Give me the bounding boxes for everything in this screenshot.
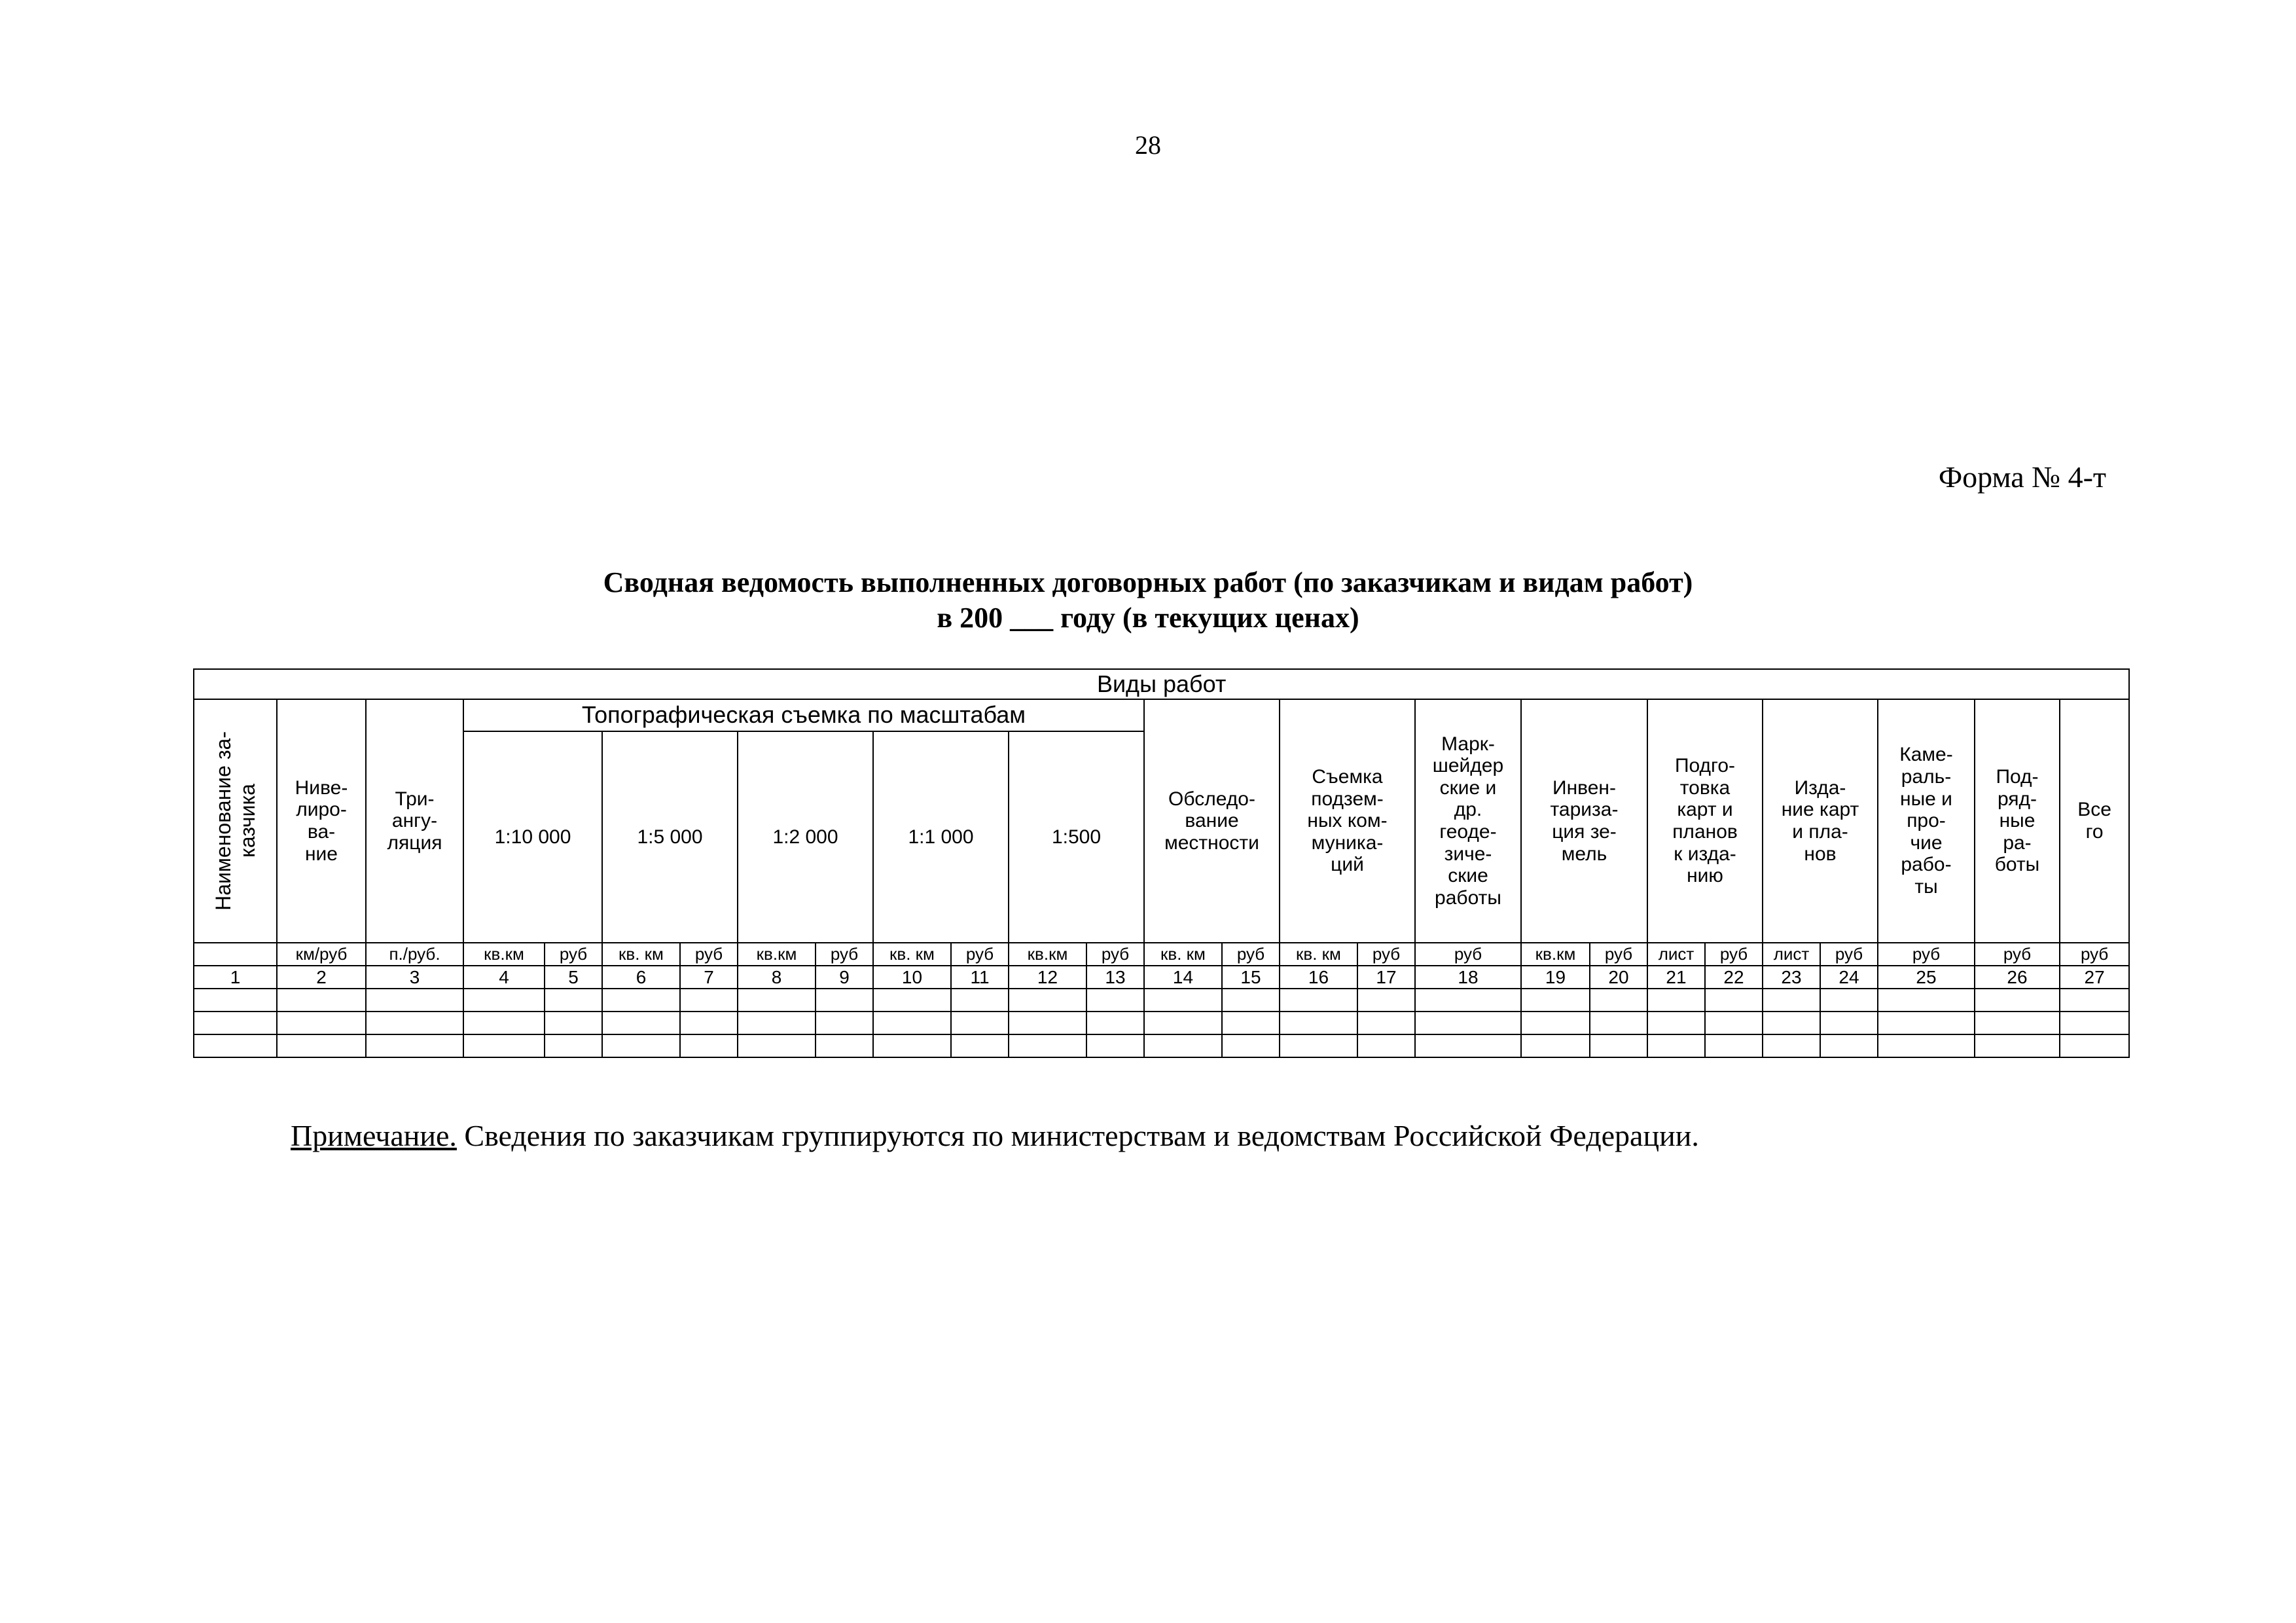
unit-cell: руб: [1590, 943, 1647, 966]
map-publishing-header: Изда- ние карт и пла- нов: [1763, 699, 1878, 943]
unit-cell: руб: [1222, 943, 1280, 966]
column-number-cell: 7: [680, 966, 738, 989]
column-number-cell: 12: [1009, 966, 1086, 989]
column-number-cell: 8: [738, 966, 816, 989]
unit-cell: руб: [951, 943, 1009, 966]
column-numbers-row: [194, 966, 2129, 989]
underground-comms-header: Съемка подзем- ных ком- муника- ций: [1280, 699, 1415, 943]
unit-cell: кв.км: [463, 943, 545, 966]
unit-cell: руб: [1975, 943, 2060, 966]
column-number-cell: 27: [2060, 966, 2129, 989]
scale-1-500-header: 1:500: [1009, 731, 1144, 943]
unit-cell: кв. км: [873, 943, 951, 966]
scale-1-10000-header: 1:10 000: [463, 731, 602, 943]
column-number-cell: 14: [1144, 966, 1222, 989]
column-number-cell: 2: [277, 966, 366, 989]
column-number-cell: 1: [194, 966, 277, 989]
customer-name-header: [194, 699, 277, 943]
column-number-cell: 13: [1086, 966, 1144, 989]
contract-works-header: Под- ряд- ные ра- боты: [1975, 699, 2060, 943]
scale-1-5000-header: 1:5 000: [602, 731, 738, 943]
column-number-cell: 11: [951, 966, 1009, 989]
page-number: 28: [1135, 130, 1161, 160]
unit-cell: руб: [1357, 943, 1415, 966]
column-number-cell: 20: [1590, 966, 1647, 989]
unit-cell: кв. км: [1144, 943, 1222, 966]
topographic-survey-header: Топографическая съемка по масштабам: [463, 699, 1144, 731]
note-text: Сведения по заказчикам группируются по министерствам и ведомствам Российской Федерации.: [456, 1119, 1699, 1152]
unit-cell: [194, 943, 277, 966]
scale-1-2000-header: 1:2 000: [738, 731, 873, 943]
note-label: Примечание.: [291, 1119, 457, 1152]
customer-name-header-text: Наименование за- казчика: [211, 731, 259, 911]
empty-data-row: [194, 1012, 2129, 1034]
scale-1-1000-header: 1:1 000: [873, 731, 1009, 943]
units-row: [194, 943, 2129, 966]
column-number-cell: 26: [1975, 966, 2060, 989]
column-number-cell: 18: [1415, 966, 1521, 989]
unit-cell: руб: [1820, 943, 1878, 966]
column-number-cell: 24: [1820, 966, 1878, 989]
column-number-cell: 9: [816, 966, 873, 989]
column-number-cell: 16: [1280, 966, 1357, 989]
note: [291, 1118, 1699, 1153]
column-number-cell: 5: [545, 966, 602, 989]
unit-cell: руб: [1086, 943, 1144, 966]
unit-cell: кв.км: [1521, 943, 1590, 966]
column-number-cell: 17: [1357, 966, 1415, 989]
unit-cell: лист: [1763, 943, 1820, 966]
unit-cell: кв. км: [1280, 943, 1357, 966]
empty-data-row: [194, 1034, 2129, 1057]
column-number-cell: 23: [1763, 966, 1820, 989]
unit-cell: руб: [1415, 943, 1521, 966]
cameral-works-header: Каме- раль- ные и про- чие рабо- ты: [1878, 699, 1975, 943]
form-number: Форма № 4-т: [1938, 460, 2106, 494]
column-number-cell: 4: [463, 966, 545, 989]
column-number-cell: 21: [1647, 966, 1705, 989]
unit-cell: руб: [1705, 943, 1763, 966]
column-number-cell: 6: [602, 966, 680, 989]
total-header: Все го: [2060, 699, 2129, 943]
column-number-cell: 10: [873, 966, 951, 989]
document-title-line1: Сводная ведомость выполненных договорных работ (по заказчикам и видам работ): [603, 566, 1693, 598]
mine-survey-header: Марк- шейдер ские и др. геоде- зиче- ские работы: [1415, 699, 1521, 943]
map-preparation-header: Подго- товка карт и планов к изда- нию: [1647, 699, 1763, 943]
works-types-header: Виды работ: [194, 669, 2129, 699]
triangulation-header: Три- ангу- ляция: [366, 699, 463, 943]
terrain-survey-header: Обследо- вание местности: [1144, 699, 1280, 943]
unit-cell: км/руб: [277, 943, 366, 966]
column-number-cell: 3: [366, 966, 463, 989]
unit-cell: руб: [2060, 943, 2129, 966]
unit-cell: руб: [545, 943, 602, 966]
unit-cell: руб: [1878, 943, 1975, 966]
leveling-header: Ниве- лиро- ва- ние: [277, 699, 366, 943]
column-number-cell: 25: [1878, 966, 1975, 989]
land-inventory-header: Инвен- тариза- ция зе- мель: [1521, 699, 1647, 943]
works-summary-table: [193, 668, 2130, 1058]
column-number-cell: 19: [1521, 966, 1590, 989]
unit-cell: руб: [680, 943, 738, 966]
column-number-cell: 15: [1222, 966, 1280, 989]
empty-data-row: [194, 989, 2129, 1012]
unit-cell: кв. км: [602, 943, 680, 966]
unit-cell: лист: [1647, 943, 1705, 966]
unit-cell: кв.км: [738, 943, 816, 966]
column-number-cell: 22: [1705, 966, 1763, 989]
document-title-line2: в 200 ___ году (в текущих ценах): [937, 602, 1359, 634]
unit-cell: кв.км: [1009, 943, 1086, 966]
unit-cell: п./руб.: [366, 943, 463, 966]
unit-cell: руб: [816, 943, 873, 966]
